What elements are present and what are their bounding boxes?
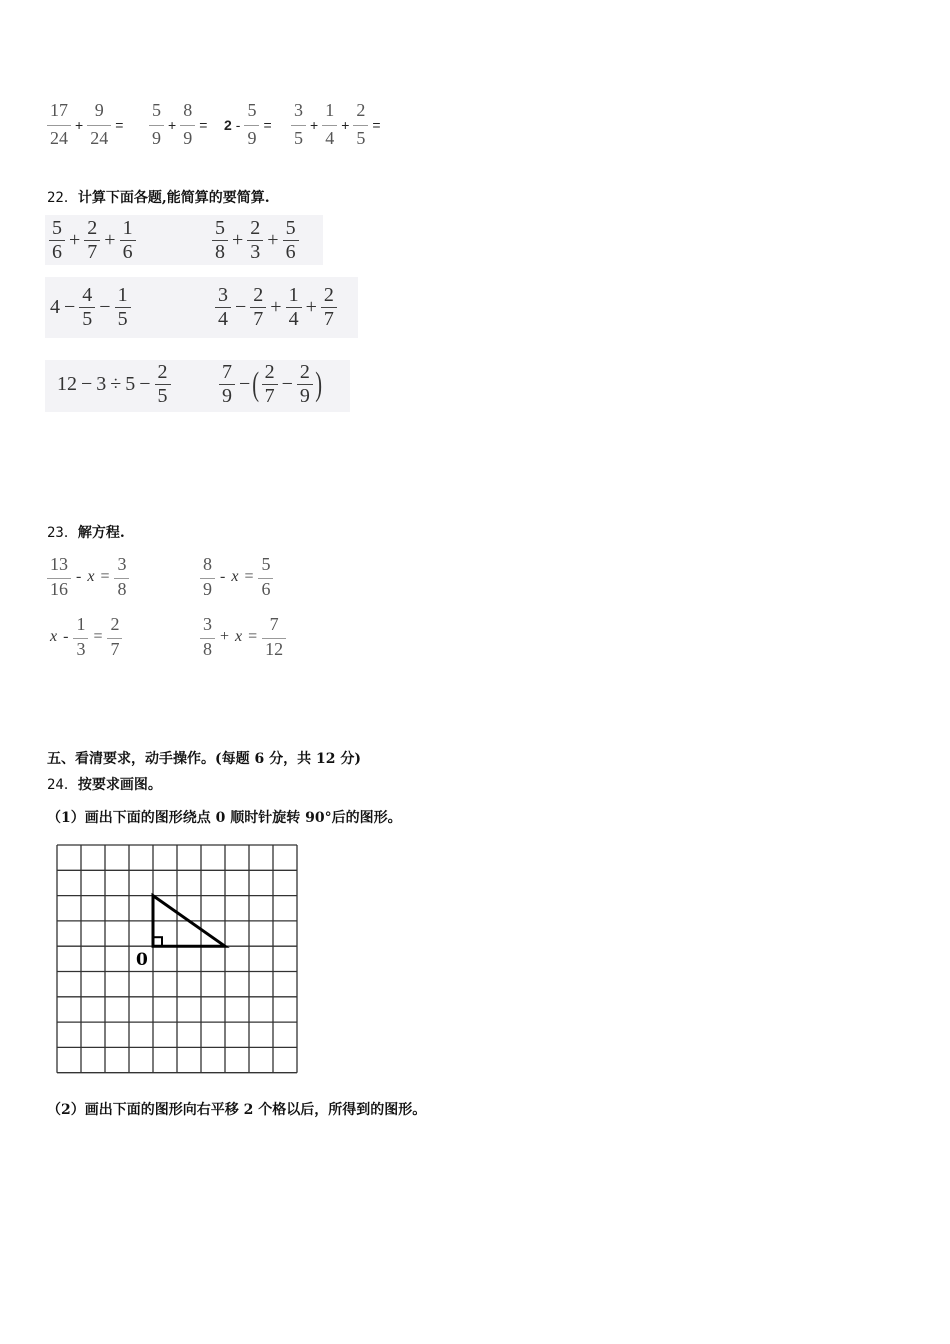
denominator: 24 (87, 125, 111, 149)
fraction (262, 361, 278, 408)
denominator: 6 (258, 578, 273, 600)
denominator: 9 (219, 384, 235, 408)
expression-4 (289, 100, 383, 149)
operator: = (93, 628, 103, 645)
fraction (49, 217, 65, 264)
question-number: 22． (47, 190, 78, 206)
fraction (250, 284, 266, 331)
operator: − (239, 373, 251, 395)
operator: - (63, 628, 69, 645)
denominator: 4 (215, 307, 231, 331)
denominator: 6 (49, 240, 65, 264)
parenthesis: ( (252, 365, 260, 403)
numerator: 3 (117, 554, 127, 574)
operator: + (104, 229, 116, 251)
expression-1 (45, 100, 125, 149)
operator: = (115, 116, 124, 133)
operator: + (168, 116, 177, 133)
operator: - (76, 568, 82, 585)
fraction (73, 614, 88, 660)
fraction (286, 284, 302, 331)
fraction (297, 361, 313, 408)
denominator: 24 (47, 125, 71, 149)
question-24-part-1: （1）画出下面的图形绕点 0 顺时针旋转 90°后的图形。 (47, 810, 402, 826)
question-24-heading (47, 774, 162, 794)
operator: 3 (96, 373, 107, 395)
operator: = (244, 568, 254, 585)
denominator: 6 (283, 240, 299, 264)
denominator: 5 (353, 125, 368, 149)
operator: − (81, 373, 93, 395)
fraction (180, 100, 195, 149)
denominator: 12 (262, 638, 286, 660)
numerator: 3 (218, 284, 228, 306)
denominator: 16 (47, 578, 71, 600)
numerator: 2 (87, 217, 98, 239)
numerator: 8 (183, 100, 193, 120)
fraction (87, 100, 111, 149)
numerator: 1 (288, 284, 299, 306)
calc-expression (48, 284, 133, 331)
operator: 12 (57, 373, 77, 395)
denominator: 6 (120, 240, 136, 264)
operator: + (305, 296, 317, 318)
numerator: 2 (299, 361, 310, 383)
numerator: 5 (285, 217, 296, 239)
numerator: 2 (110, 614, 120, 634)
fraction (115, 284, 131, 331)
question-number: 23． (47, 525, 78, 541)
denominator: 5 (115, 307, 131, 331)
numerator: 2 (157, 361, 168, 383)
equation-3 (47, 614, 124, 660)
operator: − (281, 373, 293, 395)
calc-image-row-1 (45, 215, 323, 265)
variable: x (231, 568, 239, 585)
operator: − (139, 373, 151, 395)
operator: 4 (50, 296, 60, 318)
denominator: 8 (200, 638, 215, 660)
equation-4 (198, 614, 288, 660)
denominator: 8 (114, 578, 129, 600)
equation-1 (45, 554, 131, 600)
fraction (262, 614, 286, 660)
fraction (84, 217, 100, 264)
question-title: 计算下面各题,能简算的要简算. (77, 190, 270, 206)
numerator: 9 (94, 100, 104, 120)
numerator: 8 (203, 554, 212, 574)
numerator: 3 (294, 100, 303, 120)
grid-lines (57, 845, 297, 1073)
numerator: 7 (222, 361, 232, 383)
grid-figure (50, 840, 302, 1078)
operator: + (341, 116, 350, 133)
operator: + (267, 229, 279, 251)
denominator: 9 (180, 125, 195, 149)
equation-2 (198, 554, 275, 600)
operator: + (75, 116, 84, 133)
denominator: 5 (155, 384, 171, 408)
variable: x (235, 628, 243, 645)
question-number: 24． (47, 777, 78, 793)
parenthesis: ) (315, 365, 322, 403)
denominator: 5 (291, 125, 306, 149)
numerator: 5 (247, 100, 257, 120)
fraction (291, 100, 306, 149)
operator: = (199, 116, 208, 133)
numerator: 2 (323, 284, 334, 306)
point-o-label: 0 (136, 950, 148, 971)
numerator: 1 (325, 100, 335, 120)
fraction (149, 100, 164, 149)
numerator: 3 (203, 614, 212, 634)
calc-expression (210, 217, 301, 264)
fraction (155, 361, 171, 408)
numerator: 5 (261, 554, 271, 574)
numerator: 5 (152, 100, 161, 120)
fraction (47, 100, 71, 149)
variable: x (50, 628, 58, 645)
fraction (107, 614, 122, 660)
denominator: 7 (321, 307, 337, 331)
operator: = (263, 116, 272, 133)
numerator: 4 (82, 284, 93, 306)
fraction (244, 100, 259, 149)
denominator: 9 (244, 125, 259, 149)
fraction (283, 217, 299, 264)
numerator: 1 (76, 614, 86, 634)
fraction (200, 614, 215, 660)
denominator: 9 (297, 384, 313, 408)
numerator: 13 (50, 554, 68, 574)
denominator: 4 (286, 307, 302, 331)
operator: − (235, 296, 247, 318)
operator: = (100, 568, 110, 585)
denominator: 9 (200, 578, 215, 600)
number: 2 (224, 116, 232, 133)
denominator: 3 (73, 638, 88, 660)
question-24-part-2: （2）画出下面的图形向右平移 2 个格以后，所得到的图形。 (47, 1102, 427, 1118)
numerator: 2 (264, 361, 275, 383)
fraction (200, 554, 215, 600)
numerator: 7 (269, 614, 279, 634)
operator: − (99, 296, 111, 318)
operator: = (248, 628, 258, 645)
denominator: 3 (247, 240, 263, 264)
numerator: 5 (215, 217, 225, 239)
fraction (120, 217, 136, 264)
denominator: 8 (212, 240, 228, 264)
numerator: 17 (50, 100, 68, 120)
numerator: 2 (253, 284, 264, 306)
operator: - (220, 568, 226, 585)
numerator: 2 (356, 100, 366, 120)
calc-expression (47, 217, 138, 264)
operator: - (235, 116, 241, 133)
fraction (247, 217, 263, 264)
fraction (215, 284, 231, 331)
numerator: 1 (122, 217, 133, 239)
operator: + (220, 628, 230, 645)
fraction (212, 217, 228, 264)
fraction (47, 554, 71, 600)
calc-expression (213, 284, 339, 331)
operator: + (270, 296, 282, 318)
expression-3 (222, 100, 274, 149)
question-title: 按要求画图。 (77, 777, 162, 793)
fraction (79, 284, 95, 331)
denominator: 9 (149, 125, 164, 149)
numerator: 1 (117, 284, 128, 306)
calc-image-row-2 (45, 277, 358, 338)
question-title: 解方程. (77, 525, 125, 541)
denominator: 7 (107, 638, 122, 660)
operator: 5 (125, 373, 136, 395)
operator: = (372, 116, 381, 133)
numerator: 5 (52, 217, 62, 239)
operator: ÷ (110, 373, 122, 395)
operator: + (232, 229, 244, 251)
denominator: 7 (84, 240, 100, 264)
denominator: 7 (262, 384, 278, 408)
fraction (114, 554, 129, 600)
variable: x (87, 568, 95, 585)
operator: + (69, 229, 81, 251)
section-5-title: 五、看清要求，动手操作。(每题 6 分，共 12 分) (47, 751, 361, 767)
fraction (353, 100, 368, 149)
question-23-heading (47, 522, 125, 542)
expression-2 (147, 100, 209, 149)
calc-expression (217, 361, 322, 408)
calc-image-row-3 (45, 360, 350, 412)
fraction (321, 284, 337, 331)
calc-expression (55, 361, 173, 408)
operator: − (64, 296, 76, 318)
fraction (219, 361, 235, 408)
question-22-heading (47, 187, 270, 207)
fraction (322, 100, 337, 149)
denominator: 5 (79, 307, 95, 331)
denominator: 7 (250, 307, 266, 331)
denominator: 4 (322, 125, 337, 149)
fraction (258, 554, 273, 600)
numerator: 2 (250, 217, 261, 239)
operator: + (310, 116, 319, 133)
